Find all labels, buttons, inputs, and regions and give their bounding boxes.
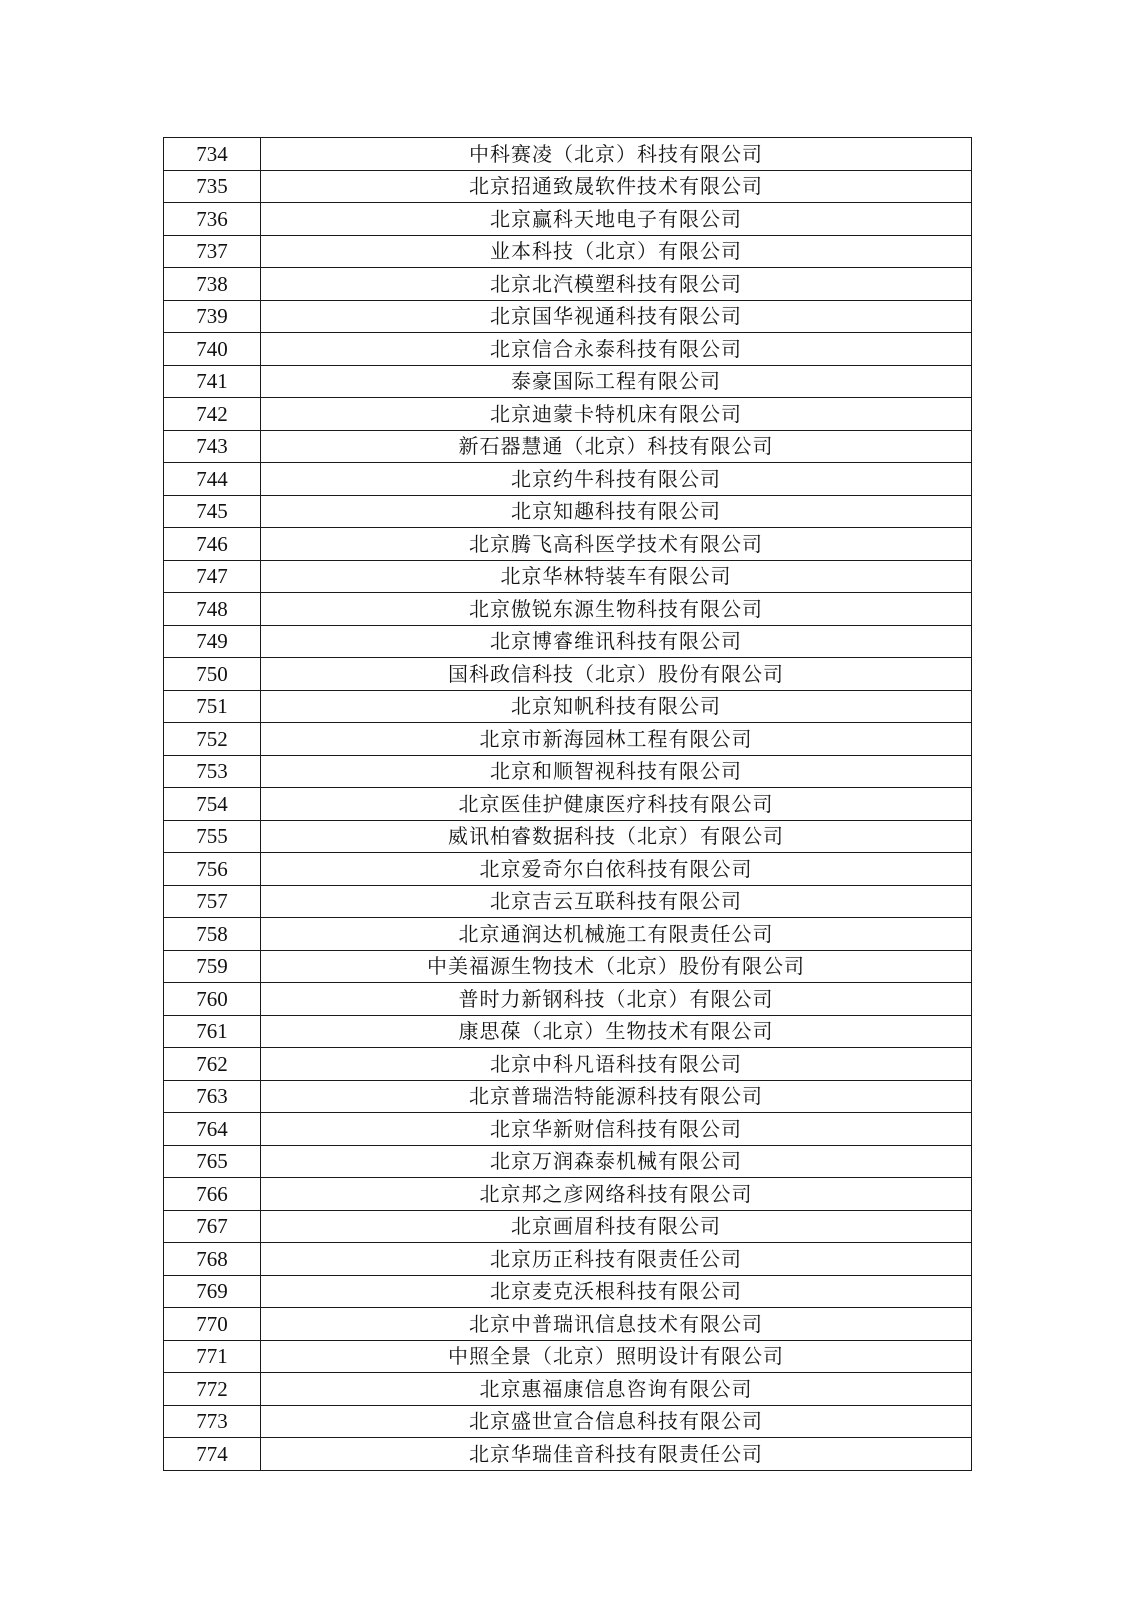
- table-row: [164, 138, 972, 171]
- company-name-cell: 北京惠福康信息咨询有限公司: [261, 1373, 972, 1406]
- company-name-cell: 北京历正科技有限责任公司: [261, 1243, 972, 1276]
- row-number-cell: 754: [164, 788, 261, 821]
- row-number-cell: 770: [164, 1308, 261, 1341]
- company-name-cell: 北京医佳护健康医疗科技有限公司: [261, 788, 972, 821]
- company-name-cell: 北京万润森泰机械有限公司: [261, 1145, 972, 1178]
- table-row: [164, 528, 972, 561]
- company-name-cell: 北京邦之彦网络科技有限公司: [261, 1178, 972, 1211]
- table-row: [164, 430, 972, 463]
- row-number-cell: 751: [164, 690, 261, 723]
- row-number-cell: 768: [164, 1243, 261, 1276]
- table-row: [164, 853, 972, 886]
- table-row: [164, 1015, 972, 1048]
- company-name-cell: 北京迪蒙卡特机床有限公司: [261, 398, 972, 431]
- table-row: [164, 1438, 972, 1471]
- row-number-cell: 773: [164, 1405, 261, 1438]
- company-name-cell: 北京吉云互联科技有限公司: [261, 885, 972, 918]
- company-name-cell: 北京知趣科技有限公司: [261, 495, 972, 528]
- table-row: [164, 820, 972, 853]
- table-row: [164, 1080, 972, 1113]
- row-number-cell: 744: [164, 463, 261, 496]
- company-name-cell: 北京信合永泰科技有限公司: [261, 333, 972, 366]
- row-number-cell: 771: [164, 1340, 261, 1373]
- company-name-cell: 北京赢科天地电子有限公司: [261, 203, 972, 236]
- table-row: [164, 1373, 972, 1406]
- company-name-cell: 北京腾飞高科医学技术有限公司: [261, 528, 972, 561]
- row-number-cell: 759: [164, 950, 261, 983]
- row-number-cell: 748: [164, 593, 261, 626]
- company-name-cell: 北京和顺智视科技有限公司: [261, 755, 972, 788]
- row-number-cell: 757: [164, 885, 261, 918]
- row-number-cell: 763: [164, 1080, 261, 1113]
- table-row: [164, 1178, 972, 1211]
- row-number-cell: 750: [164, 658, 261, 691]
- row-number-cell: 760: [164, 983, 261, 1016]
- table-row: [164, 333, 972, 366]
- company-name-cell: 泰豪国际工程有限公司: [261, 365, 972, 398]
- row-number-cell: 774: [164, 1438, 261, 1471]
- table-row: [164, 1113, 972, 1146]
- company-name-cell: 威讯柏睿数据科技（北京）有限公司: [261, 820, 972, 853]
- company-name-cell: 北京傲锐东源生物科技有限公司: [261, 593, 972, 626]
- row-number-cell: 740: [164, 333, 261, 366]
- company-name-cell: 北京中普瑞讯信息技术有限公司: [261, 1308, 972, 1341]
- company-name-cell: 业本科技（北京）有限公司: [261, 235, 972, 268]
- row-number-cell: 743: [164, 430, 261, 463]
- company-name-cell: 北京画眉科技有限公司: [261, 1210, 972, 1243]
- row-number-cell: 755: [164, 820, 261, 853]
- table-row: [164, 463, 972, 496]
- table-row: [164, 625, 972, 658]
- row-number-cell: 772: [164, 1373, 261, 1406]
- table-row: [164, 658, 972, 691]
- company-name-cell: 中美福源生物技术（北京）股份有限公司: [261, 950, 972, 983]
- row-number-cell: 739: [164, 300, 261, 333]
- company-name-cell: 康思葆（北京）生物技术有限公司: [261, 1015, 972, 1048]
- table-row: [164, 203, 972, 236]
- table-row: [164, 1243, 972, 1276]
- row-number-cell: 765: [164, 1145, 261, 1178]
- company-name-cell: 北京国华视通科技有限公司: [261, 300, 972, 333]
- row-number-cell: 734: [164, 138, 261, 171]
- company-name-cell: 普时力新钢科技（北京）有限公司: [261, 983, 972, 1016]
- company-name-cell: 北京爱奇尔白依科技有限公司: [261, 853, 972, 886]
- company-name-cell: 北京华瑞佳音科技有限责任公司: [261, 1438, 972, 1471]
- table-row: [164, 560, 972, 593]
- table-row: [164, 365, 972, 398]
- company-list-body: [164, 138, 972, 1471]
- row-number-cell: 767: [164, 1210, 261, 1243]
- row-number-cell: 756: [164, 853, 261, 886]
- row-number-cell: 745: [164, 495, 261, 528]
- company-name-cell: 北京普瑞浩特能源科技有限公司: [261, 1080, 972, 1113]
- row-number-cell: 735: [164, 170, 261, 203]
- company-name-cell: 北京通润达机械施工有限责任公司: [261, 918, 972, 951]
- company-name-cell: 新石器慧通（北京）科技有限公司: [261, 430, 972, 463]
- table-row: [164, 495, 972, 528]
- row-number-cell: 764: [164, 1113, 261, 1146]
- company-name-cell: 北京华新财信科技有限公司: [261, 1113, 972, 1146]
- company-name-cell: 北京麦克沃根科技有限公司: [261, 1275, 972, 1308]
- company-name-cell: 中科赛凌（北京）科技有限公司: [261, 138, 972, 171]
- row-number-cell: 746: [164, 528, 261, 561]
- table-row: [164, 690, 972, 723]
- table-row: [164, 300, 972, 333]
- row-number-cell: 762: [164, 1048, 261, 1081]
- company-name-cell: 北京招通致晟软件技术有限公司: [261, 170, 972, 203]
- row-number-cell: 747: [164, 560, 261, 593]
- company-name-cell: 北京知帆科技有限公司: [261, 690, 972, 723]
- row-number-cell: 769: [164, 1275, 261, 1308]
- table-row: [164, 1210, 972, 1243]
- company-name-cell: 北京盛世宣合信息科技有限公司: [261, 1405, 972, 1438]
- row-number-cell: 761: [164, 1015, 261, 1048]
- row-number-cell: 741: [164, 365, 261, 398]
- row-number-cell: 752: [164, 723, 261, 756]
- row-number-cell: 753: [164, 755, 261, 788]
- company-list-table: [163, 137, 972, 1471]
- table-row: [164, 1308, 972, 1341]
- table-row: [164, 170, 972, 203]
- table-row: [164, 398, 972, 431]
- table-row: [164, 885, 972, 918]
- row-number-cell: 766: [164, 1178, 261, 1211]
- table-row: [164, 1275, 972, 1308]
- table-row: [164, 1340, 972, 1373]
- company-name-cell: 北京北汽模塑科技有限公司: [261, 268, 972, 301]
- table-row: [164, 918, 972, 951]
- table-row: [164, 235, 972, 268]
- table-row: [164, 950, 972, 983]
- table-row: [164, 983, 972, 1016]
- table-row: [164, 1048, 972, 1081]
- row-number-cell: 736: [164, 203, 261, 236]
- company-name-cell: 北京博睿维讯科技有限公司: [261, 625, 972, 658]
- row-number-cell: 749: [164, 625, 261, 658]
- company-name-cell: 北京华林特装车有限公司: [261, 560, 972, 593]
- table-row: [164, 1145, 972, 1178]
- row-number-cell: 737: [164, 235, 261, 268]
- table-row: [164, 755, 972, 788]
- company-name-cell: 中照全景（北京）照明设计有限公司: [261, 1340, 972, 1373]
- company-name-cell: 北京中科凡语科技有限公司: [261, 1048, 972, 1081]
- table-row: [164, 268, 972, 301]
- row-number-cell: 742: [164, 398, 261, 431]
- table-row: [164, 788, 972, 821]
- table-row: [164, 593, 972, 626]
- company-name-cell: 国科政信科技（北京）股份有限公司: [261, 658, 972, 691]
- row-number-cell: 758: [164, 918, 261, 951]
- company-name-cell: 北京市新海园林工程有限公司: [261, 723, 972, 756]
- table-row: [164, 1405, 972, 1438]
- company-name-cell: 北京约牛科技有限公司: [261, 463, 972, 496]
- row-number-cell: 738: [164, 268, 261, 301]
- table-row: [164, 723, 972, 756]
